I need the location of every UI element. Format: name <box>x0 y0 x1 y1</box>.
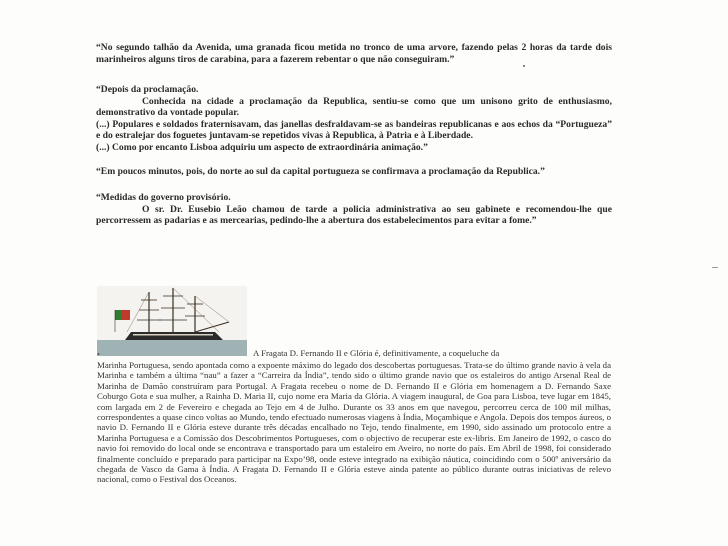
quote-confirmacao <box>96 166 612 178</box>
quote-proclamacao <box>96 84 612 154</box>
frigate-illustration <box>97 286 247 356</box>
quote-paragraph: “No segundo talhão da Avenida, uma granada ficou metida no tronco de uma arvore, fazendo pelas 2 horas da tarde dois marinheiros alguns tiros de carabina, para a fazerem rebentar o que não conseguiram.” <box>96 42 612 65</box>
quote-heading: “Medidas do governo provisório. <box>96 192 231 203</box>
quote-paragraph: (...) Populares e soldados fraternisavam, das janellas desfraldavam-se as bandeiras republicanas e aos echos da “Portugueza” e do estralejar dos foguetes juntavam-se repetidos vivas à Republica, à Patria e à Liberdade. <box>96 118 612 142</box>
quote-granada <box>96 42 612 65</box>
ship-photo <box>97 286 247 356</box>
quote-paragraph: (...) Como por encanto Lisboa adquiriu um aspecto de extraordinária animação.” <box>96 141 428 153</box>
quote-paragraph: O sr. Dr. Eusebio Leão chamou de tarde a policia administrativa ao seu gabinete e recomendou-lhe que percorressem as padarias e as mercearias, pedindo-lhe a abertura dos estabelecimentos para evitar a fome.” <box>96 203 612 227</box>
quote-medidas <box>96 192 612 227</box>
caption-text: Marinha Portuguesa, sendo apontada como a expoente máximo do legado dos descobertas portuguesas. Trata-se do último grande navio à vela da Marinha e também a última “nau” a fazer a “Carreira da Índia”, tendo sido o último grande navio que os estaleiros do antigo Arsenal Real de Marinha de Damão construíram para Portugal. A Fragata recebeu o nome de D. Fernando II e Glória em homenagem a D. Fernando Saxe Coburgo Gota e sua mulher, a Rainha D. Maria II, cujo nome era Maria da Glória. A viagem inaugural, de Goa para Lisboa, teve lugar em 1845, com largada em 2 de Fevereiro e chegada ao Tejo em 4 de Julho. Durante os 33 anos em que navegou, percorreu cerca de 100 mil milhas, correspondentes a quase cinco voltas ao Mundo, tendo efectuado numerosas viagens à Índia, Moçambique e Angola. Depois dos tempos áureos, o navio D. Fernando II e Glória esteve durante três décadas encalhado no Tejo, tendo finalmente, em 1990, sido assinado um protocolo entre a Marinha Portuguesa e a Comissão dos Descobrimentos Portugueses, com o objectivo de recuperar este ex-libris. Em Janeiro de 1992, o casco do navio foi removido do local onde se encontrava e transportado para um estaleiro em Aveiro, no norte do país. Em Abril de 1998, foi considerado finalmente concluído e preparado para participar na Expo’98, onde esteve integrado na exibição náutica, coincidindo com o 500º aniversário da chegada de Vasco da Gama à Índia. A Fragata D. Fernando II e Glória esteve ainda patente ao público durante outras iniciativas de relevo nacional, como o Festival dos Oceanos. <box>97 360 611 485</box>
caption-first-line: A Fragata D. Fernando II e Glória é, definitivamente, a coqueluche da <box>253 348 500 358</box>
margin-mark <box>712 267 718 268</box>
scan-speck <box>523 65 525 67</box>
quote-heading: “Depois da proclamação. <box>96 84 199 95</box>
caption-bullet: • <box>97 350 100 359</box>
quote-paragraph: Conhecida na cidade a proclamação da Republica, sentiu-se como que um unisono grito de enthusiasmo, demonstrativo da vontade popular. <box>96 95 612 119</box>
quote-paragraph: “Em poucos minutos, pois, do norte ao sul da capital portugueza se confirmava a proclamação da Republica.” <box>96 166 545 177</box>
